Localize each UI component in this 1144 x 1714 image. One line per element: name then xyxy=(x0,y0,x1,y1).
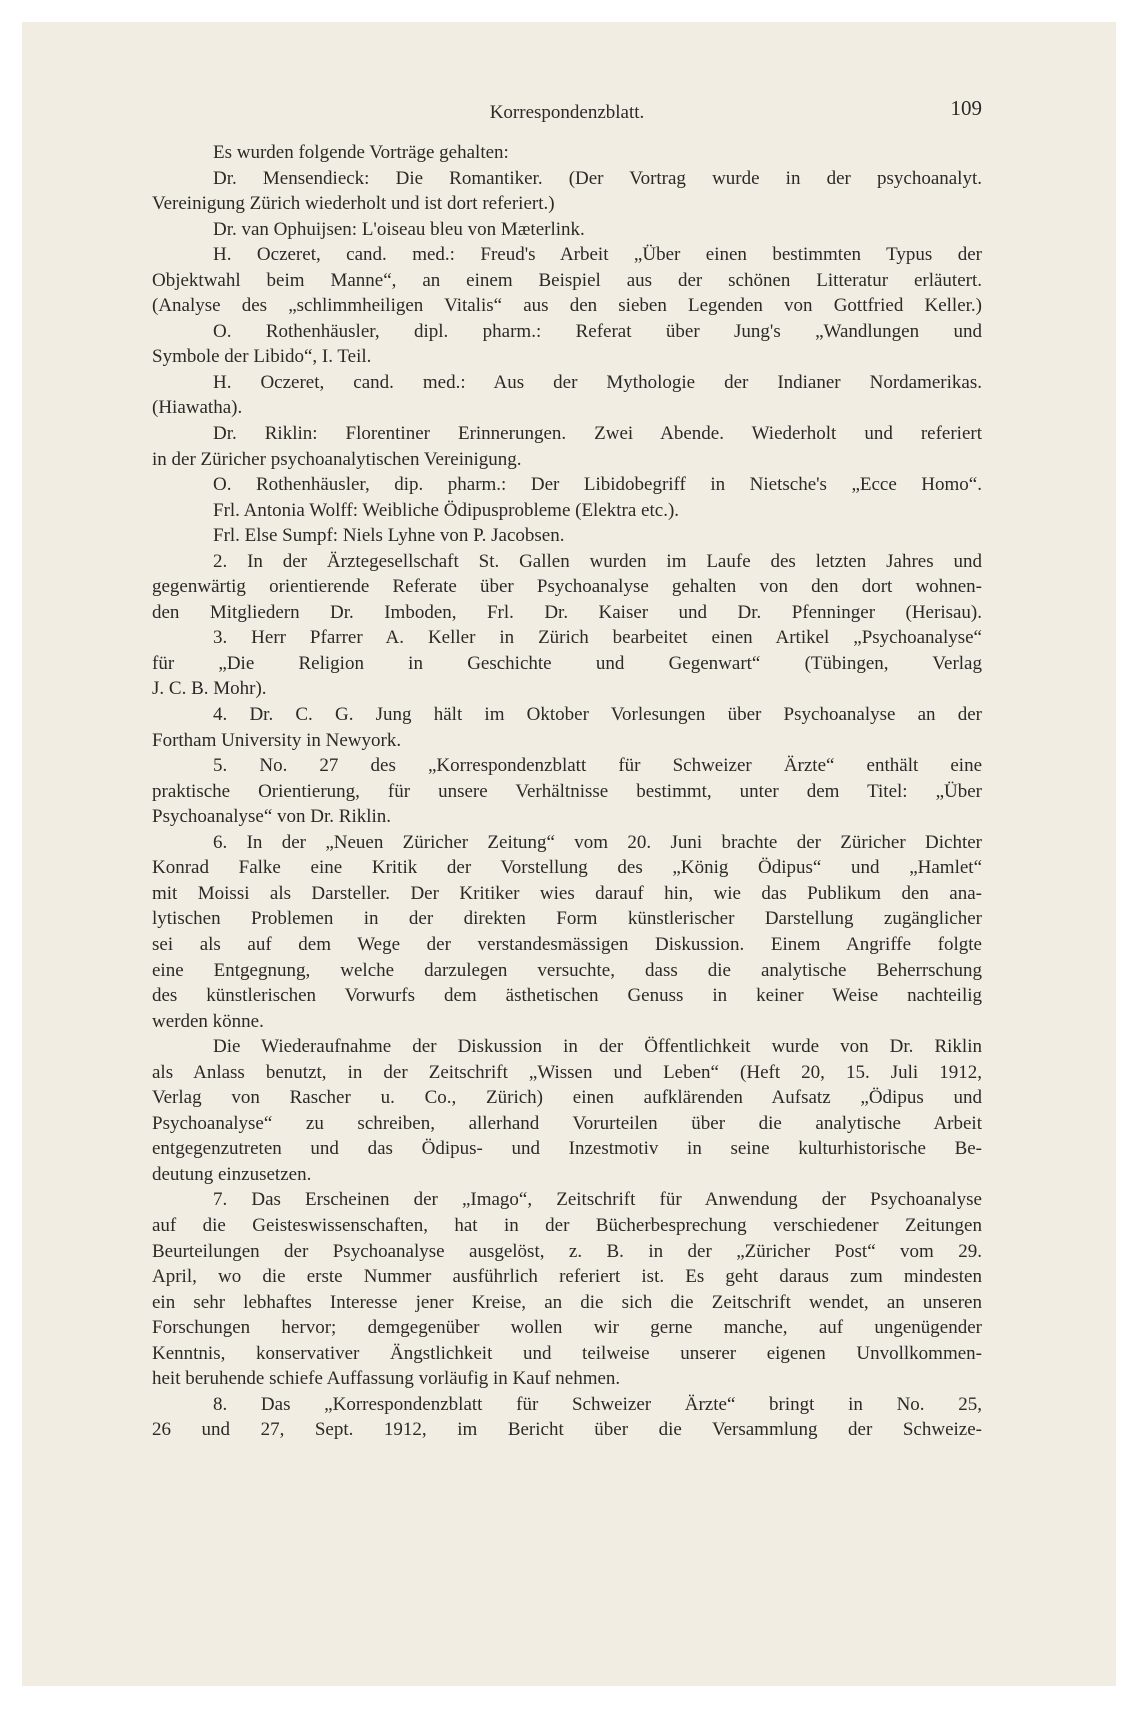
text-line: 6. In der „Neuen Züricher Zeitung“ vom 20. Juni brachte der Züricher Dichter xyxy=(213,831,982,853)
text-line: Konrad Falke eine Kritik der Vorstellung des „König Ödipus“ und „Hamlet“ xyxy=(152,857,982,879)
text-line: J. C. B. Mohr). xyxy=(152,678,267,700)
text-line: Frl. Antonia Wolff: Weibliche Ödipusprobleme (Elektra etc.). xyxy=(213,499,680,521)
text-line: Forschungen hervor; demgegenüber wollen wir gerne manche, auf ungenügender xyxy=(152,1317,982,1339)
text-line: mit Moissi als Darsteller. Der Kritiker wies darauf hin, wie das Publikum den ana- xyxy=(152,882,982,904)
text-line: praktische Orientierung, für unsere Verhältnisse bestimmt, unter dem Titel: „Über xyxy=(152,780,982,802)
text-line: entgegenzutreten und das Ödipus- und Inzestmotiv in seine kulturhistorische Be- xyxy=(152,1138,982,1160)
page-content xyxy=(152,96,982,1443)
text-line: eine Entgegnung, welche darzulegen versuchte, dass die analytische Beherrschung xyxy=(152,959,982,981)
text-line: auf die Geisteswissenschaften, hat in der Bücherbesprechung verschiedener Zeitungen xyxy=(152,1214,982,1236)
text-line: 26 und 27, Sept. 1912, im Bericht über die Versammlung der Schweize- xyxy=(152,1419,982,1441)
text-line: Psychoanalyse“ zu schreiben, allerhand Vorurteilen über die analytische Arbeit xyxy=(152,1112,982,1134)
text-line: O. Rothenhäusler, dipl. pharm.: Referat über Jung's „Wandlungen und xyxy=(213,320,982,342)
text-line: Verlag von Rascher u. Co., Zürich) einen aufklärenden Aufsatz „Ödipus und xyxy=(152,1087,982,1109)
text-line: 2. In der Ärztegesellschaft St. Gallen wurden im Laufe des letzten Jahres und xyxy=(213,550,982,572)
text-line: 4. Dr. C. G. Jung hält im Oktober Vorlesungen über Psychoanalyse an der xyxy=(213,704,982,726)
text-line: 8. Das „Korrespondenzblatt für Schweizer Ärzte“ bringt in No. 25, xyxy=(213,1393,982,1415)
text-line: (Hiawatha). xyxy=(152,397,243,419)
text-line: Die Wiederaufnahme der Diskussion in der Öffentlichkeit wurde von Dr. Riklin xyxy=(213,1036,982,1058)
text-line: deutung einzusetzen. xyxy=(152,1163,312,1185)
text-line: 3. Herr Pfarrer A. Keller in Zürich bearbeitet einen Artikel „Psychoanalyse“ xyxy=(213,627,982,649)
text-line: Psychoanalyse“ von Dr. Riklin. xyxy=(152,806,392,828)
text-line: Fortham University in Newyork. xyxy=(152,729,402,751)
text-line: Symbole der Libido“, I. Teil. xyxy=(152,346,372,368)
text-line: O. Rothenhäusler, dip. pharm.: Der Libidobegriff in Nietsche's „Ecce Homo“. xyxy=(213,474,982,496)
text-line: sei als auf dem Wege der verstandesmässigen Diskussion. Einem Angriffe folgte xyxy=(152,933,982,955)
text-line: den Mitgliedern Dr. Imboden, Frl. Dr. Kaiser und Dr. Pfenninger (Herisau). xyxy=(152,601,982,623)
running-title: Korrespondenzblatt. xyxy=(489,102,645,123)
text-line: lytischen Problemen in der direkten Form künstlerischer Darstellung zugänglicher xyxy=(152,908,982,930)
text-line: Vereinigung Zürich wiederholt und ist dort referiert.) xyxy=(152,193,555,215)
body-text xyxy=(152,140,982,1443)
text-line: ein sehr lebhaftes Interesse jener Kreise, an die sich die Zeitschrift wendet, an unseren xyxy=(152,1291,982,1313)
text-line: 5. No. 27 des „Korrespondenzblatt für Schweizer Ärzte“ enthält eine xyxy=(213,755,982,777)
text-line: werden könne. xyxy=(152,1010,264,1032)
text-line: April, wo die erste Nummer ausführlich referiert ist. Es geht daraus zum mindesten xyxy=(152,1266,982,1288)
page-number: 109 xyxy=(950,96,982,120)
text-line: Objektwahl beim Manne“, an einem Beispiel aus der schönen Litteratur erläutert. xyxy=(152,269,982,291)
text-line: Dr. Riklin: Florentiner Erinnerungen. Zwei Abende. Wiederholt und referiert xyxy=(213,423,982,445)
text-line: für „Die Religion in Geschichte und Gegenwart“ (Tübingen, Verlag xyxy=(152,652,982,674)
text-line: Kenntnis, konservativer Ängstlichkeit und teilweise unserer eigenen Unvollkommen- xyxy=(152,1342,982,1364)
running-header xyxy=(152,96,982,140)
text-line: Dr. Mensendieck: Die Romantiker. (Der Vortrag wurde in der psychoanalyt. xyxy=(213,167,982,189)
text-line: als Anlass benutzt, in der Zeitschrift „Wissen und Leben“ (Heft 20, 15. Juli 1912, xyxy=(152,1061,982,1083)
text-line: Frl. Else Sumpf: Niels Lyhne von P. Jacobsen. xyxy=(213,525,565,547)
text-line: 7. Das Erscheinen der „Imago“, Zeitschrift für Anwendung der Psychoanalyse xyxy=(213,1189,982,1211)
text-line: des künstlerischen Vorwurfs dem ästhetischen Genuss in keiner Weise nachteilig xyxy=(152,985,982,1007)
text-line: heit beruhende schiefe Auffassung vorläufig in Kauf nehmen. xyxy=(152,1368,621,1390)
text-line: in der Züricher psychoanalytischen Vereinigung. xyxy=(152,448,522,470)
text-line: Es wurden folgende Vorträge gehalten: xyxy=(213,142,509,163)
text-line: Beurteilungen der Psychoanalyse ausgelöst, z. B. in der „Züricher Post“ vom 29. xyxy=(152,1240,982,1262)
text-line: (Analyse des „schlimmheiligen Vitalis“ aus den sieben Legenden von Gottfried Keller.) xyxy=(152,295,982,317)
text-line: H. Oczeret, cand. med.: Aus der Mythologie der Indianer Nordamerikas. xyxy=(213,371,982,393)
text-line: gegenwärtig orientierende Referate über Psychoanalyse gehalten von den dort wohnen- xyxy=(152,576,982,598)
text-line: H. Oczeret, cand. med.: Freud's Arbeit „Über einen bestimmten Typus der xyxy=(213,244,982,266)
text-line: Dr. van Ophuijsen: L'oiseau bleu von Mæterlink. xyxy=(213,218,585,240)
